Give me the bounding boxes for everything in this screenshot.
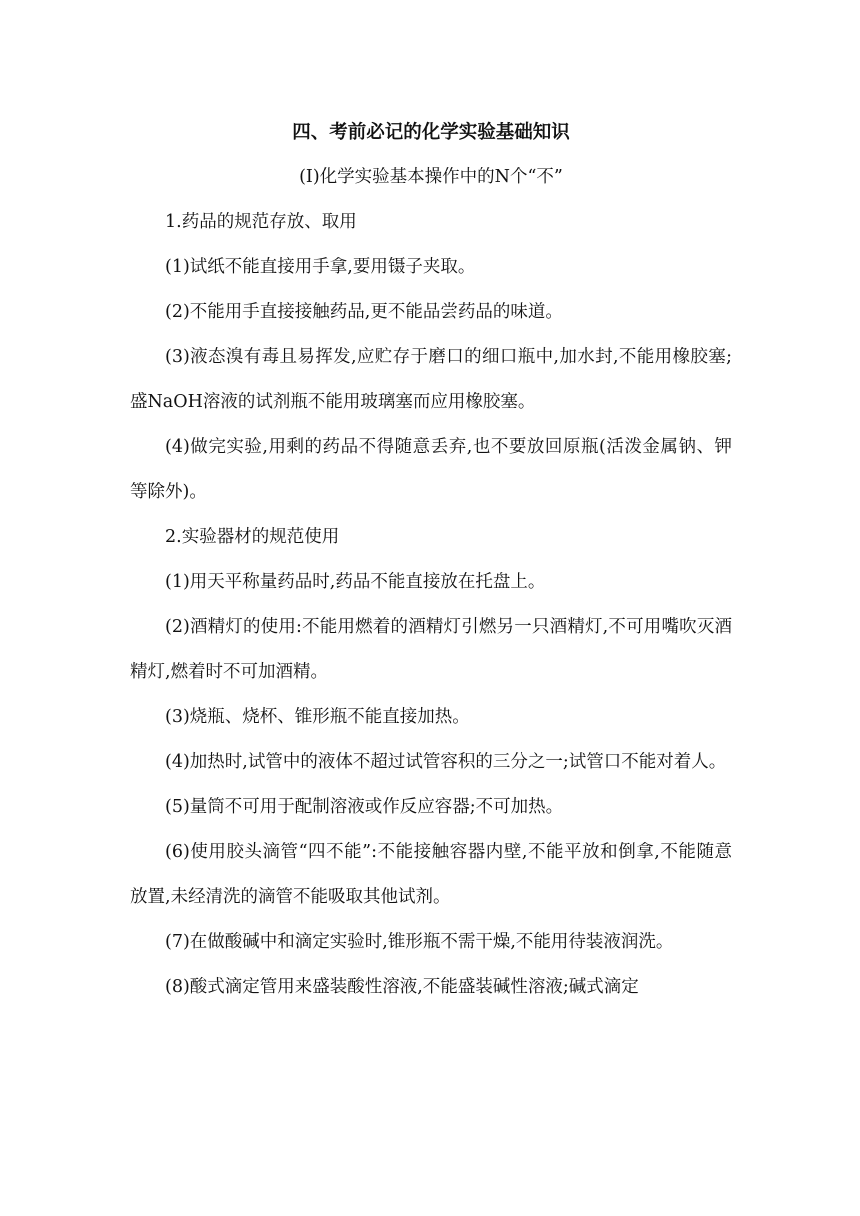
paragraph-item-2-6: (6)使用胶头滴管“四不能”:不能接触容器内壁,不能平放和倒拿,不能随意放置,未经清洗的滴管不能吸取其他试剂。 (130, 842, 732, 907)
paragraph-item-1-1: (1)试纸不能直接用手拿,要用镊子夹取。 (165, 257, 476, 277)
section-subtitle: (Ⅰ)化学实验基本操作中的N个“不” (299, 167, 563, 187)
paragraph-item-2-3: (3)烧瓶、烧杯、锥形瓶不能直接加热。 (165, 707, 470, 727)
paragraph-item-2-4: (4)加热时,试管中的液体不超过试管容积的三分之一;试管口不能对着人。 (165, 752, 727, 772)
paragraph-item-1-2: (2)不能用手直接接触药品,更不能品尝药品的味道。 (165, 302, 563, 322)
paragraph-item-2-5: (5)量筒不可用于配制溶液或作反应容器;不可加热。 (165, 797, 564, 817)
document-page (130, 110, 732, 1010)
paragraph-item-2-1: (1)用天平称量药品时,药品不能直接放在托盘上。 (165, 572, 546, 592)
paragraph-item-2: 2.实验器材的规范使用 (165, 527, 340, 547)
paragraph-item-2-8: (8)酸式滴定管用来盛装酸性溶液,不能盛装碱性溶液;碱式滴定 (165, 977, 639, 997)
paragraph-item-1-4: (4)做完实验,用剩的药品不得随意丢弃,也不要放回原瓶(活泼金属钠、钾等除外)。 (130, 437, 732, 502)
paragraph-item-1-3: (3)液态溴有毒且易挥发,应贮存于磨口的细口瓶中,加水封,不能用橡胶塞;盛NaOH溶液的试剂瓶不能用玻璃塞而应用橡胶塞。 (130, 347, 732, 412)
paragraph-item-1: 1.药品的规范存放、取用 (165, 212, 357, 232)
section-title: 四、考前必记的化学实验基础知识 (292, 122, 570, 143)
paragraph-item-2-7: (7)在做酸碱中和滴定实验时,锥形瓶不需干燥,不能用待装液润洗。 (165, 932, 674, 952)
paragraph-item-2-2: (2)酒精灯的使用:不能用燃着的酒精灯引燃另一只酒精灯,不可用嘴吹灭酒精灯,燃着时不可加酒精。 (130, 617, 732, 682)
